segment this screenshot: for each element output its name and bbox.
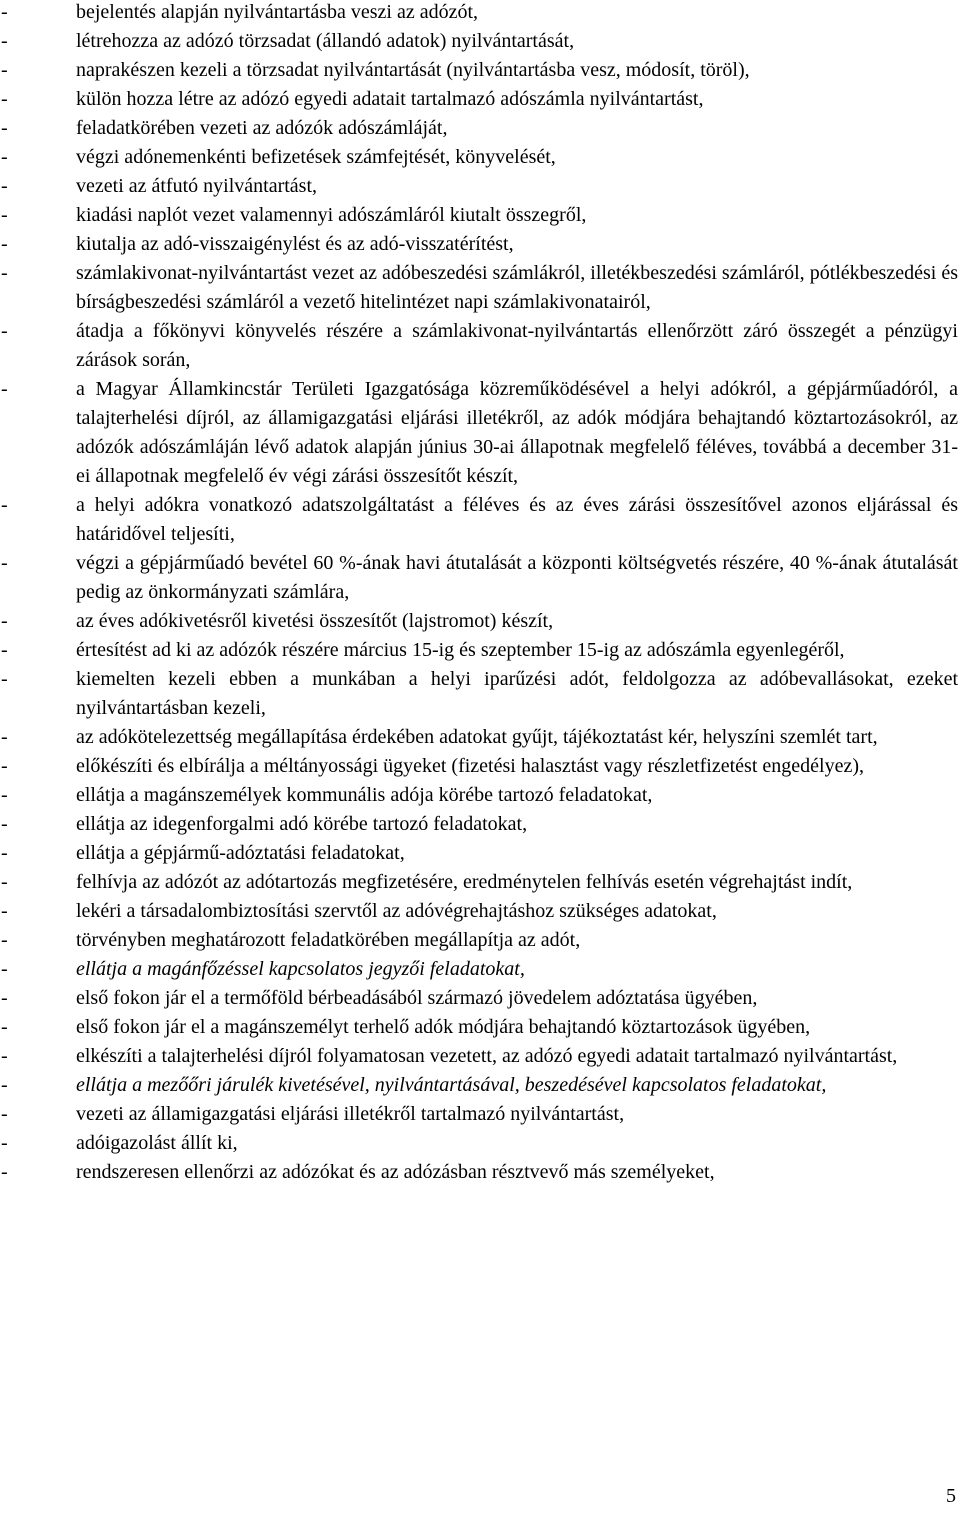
list-item [0, 172, 958, 201]
bullet-dash: - [1, 842, 8, 864]
list-item-text: az adókötelezettség megállapítása érdekében adatokat gyűjt, tájékoztatást kér, helyszíni szemlét tart, [76, 726, 878, 748]
list-item [0, 85, 958, 114]
list-item-text: adóigazolást állít ki, [76, 1132, 238, 1154]
bullet-dash: - [1, 900, 8, 922]
page-number: 5 [946, 1485, 956, 1507]
list-item [0, 781, 958, 810]
list-item [0, 549, 958, 607]
list-item [0, 926, 958, 955]
list-item-text: feladatkörében vezeti az adózók adószámláját, [76, 117, 448, 139]
list-item [0, 1071, 958, 1100]
list-item-text: átadja a főkönyvi könyvelés részére a számlakivonat-nyilvántartás ellenőrzött záró összegét a pénzügyi zárások során, [76, 320, 958, 371]
list-item-text: ellátja a gépjármű-adóztatási feladatokat, [76, 842, 405, 864]
bullet-dash: - [1, 958, 8, 980]
list-item [0, 1013, 958, 1042]
list-item-text: előkészíti és elbírálja a méltányossági ügyeket (fizetési halasztást vagy részletfizetést engedélyez), [76, 755, 864, 777]
list-item [0, 375, 958, 491]
bullet-dash: - [1, 146, 8, 168]
bullet-dash: - [1, 1103, 8, 1125]
list-item-text: külön hozza létre az adózó egyedi adatait tartalmazó adószámla nyilvántartást, [76, 88, 704, 110]
list-item-text: elkészíti a talajterhelési díjról folyamatosan vezetett, az adózó egyedi adatait tartalmazó nyilvántartást, [76, 1045, 898, 1067]
list-item [0, 230, 958, 259]
list-item [0, 27, 958, 56]
list-item-text: első fokon jár el a termőföld bérbeadásából származó jövedelem adóztatása ügyében, [76, 987, 758, 1009]
list-item-text: a helyi adókra vonatkozó adatszolgáltatást a féléves és az éves zárási összesítővel azonos eljárással és határidővel teljesíti, [76, 494, 958, 545]
list-item-text: felhívja az adózót az adótartozás megfizetésére, eredménytelen felhívás esetén végrehajtást indít, [76, 871, 853, 893]
bullet-dash: - [1, 813, 8, 835]
list-item-text: naprakészen kezeli a törzsadat nyilvántartását (nyilvántartásba vesz, módosít, töröl), [76, 59, 750, 81]
list-item-text: lekéri a társadalombiztosítási szervtől az adóvégrehajtáshoz szükséges adatokat, [76, 900, 717, 922]
bullet-dash: - [1, 204, 8, 226]
list-item [0, 955, 958, 984]
bullet-dash: - [1, 871, 8, 893]
list-item [0, 1042, 958, 1071]
bullet-dash: - [1, 320, 8, 342]
list-item-text: kiadási naplót vezet valamennyi adószámláról kiutalt összegről, [76, 204, 587, 226]
bullet-dash: - [1, 233, 8, 255]
list-item-text: kiemelten kezeli ebben a munkában a helyi iparűzési adót, feldolgozza az adóbevallásokat, ezeket nyilvántartásban kezeli, [76, 668, 958, 719]
bullet-dash: - [1, 30, 8, 52]
bullet-dash: - [1, 59, 8, 81]
list-item-text: első fokon jár el a magánszemélyt terhelő adók módjára behajtandó köztartozások ügyében, [76, 1016, 811, 1038]
list-item-text: a Magyar Államkincstár Területi Igazgatósága közreműködésével a helyi adókról, a gépjárműadóról, a talajterhelési díjról, az államigazgatási eljárási illetékről, az adók módjára behajtandó köztartozásokról, az adózók adószámláján lévő adatok alapján június 30-ai állapotnak megfelelő féléves, továbbá a december 31-ei állapotnak megfelelő év végi zárási összesítőt készít, [76, 378, 958, 487]
bullet-dash: - [1, 552, 8, 574]
bullet-dash: - [1, 610, 8, 632]
list-item [0, 1158, 958, 1187]
list-item-text: végzi adónemenkénti befizetések számfejtését, könyvelését, [76, 146, 556, 168]
list-item [0, 868, 958, 897]
list-item-text: ellátja a mezőőri járulék kivetésével, nyilvántartásával, beszedésével kapcsolatos feladatokat, [76, 1074, 827, 1096]
list-item-text: rendszeresen ellenőrzi az adózókat és az adózásban résztvevő más személyeket, [76, 1161, 715, 1183]
list-item [0, 143, 958, 172]
list-item-text: értesítést ad ki az adózók részére március 15-ig és szeptember 15-ig az adószámla egyenlegéről, [76, 639, 845, 661]
list-item [0, 491, 958, 549]
bullet-dash: - [1, 494, 8, 516]
bullet-dash: - [1, 1074, 8, 1096]
list-item [0, 259, 958, 317]
bullet-dash: - [1, 755, 8, 777]
bullet-dash: - [1, 639, 8, 661]
bullet-dash: - [1, 1016, 8, 1038]
list-item [0, 897, 958, 926]
bullet-dash: - [1, 262, 8, 284]
bullet-dash: - [1, 668, 8, 690]
list-item-text: vezeti az államigazgatási eljárási illetékről tartalmazó nyilvántartást, [76, 1103, 625, 1125]
list-item [0, 201, 958, 230]
list-item-text: kiutalja az adó-visszaigénylést és az adó-visszatérítést, [76, 233, 514, 255]
list-item [0, 636, 958, 665]
bullet-dash: - [1, 88, 8, 110]
list-item [0, 984, 958, 1013]
list-item-text: törvényben meghatározott feladatkörében megállapítja az adót, [76, 929, 581, 951]
bullet-dash: - [1, 1, 8, 23]
list-item-text: végzi a gépjárműadó bevétel 60 %-ának havi átutalását a központi költségvetés részére, 40 %-ának átutalását pedig az önkormányzati számlára, [76, 552, 958, 603]
bullet-dash: - [1, 929, 8, 951]
bullet-dash: - [1, 175, 8, 197]
list-item-text: vezeti az átfutó nyilvántartást, [76, 175, 318, 197]
bullet-dash: - [1, 784, 8, 806]
list-item-text: ellátja a magánszemélyek kommunális adója körébe tartozó feladatokat, [76, 784, 653, 806]
bullet-dash: - [1, 726, 8, 748]
list-item-text: számlakivonat-nyilvántartást vezet az adóbeszedési számlákról, illetékbeszedési számláról, pótlékbeszedési és bírságbeszedési számláról a vezető hitelintézet napi számlakivonatairól, [76, 262, 958, 313]
list-item [0, 607, 958, 636]
list-item [0, 752, 958, 781]
bullet-dash: - [1, 1132, 8, 1154]
list-item [0, 56, 958, 85]
bullet-dash: - [1, 1161, 8, 1183]
list-item [0, 1129, 958, 1158]
list-item [0, 665, 958, 723]
list-item [0, 1100, 958, 1129]
bullet-dash: - [1, 117, 8, 139]
list-item [0, 723, 958, 752]
list-item-text: az éves adókivetésről kivetési összesítőt (lajstromot) készít, [76, 610, 554, 632]
list-item-text: ellátja az idegenforgalmi adó körébe tartozó feladatokat, [76, 813, 528, 835]
list-item [0, 0, 958, 27]
bullet-dash: - [1, 378, 8, 400]
list-item-text: létrehozza az adózó törzsadat (állandó adatok) nyilvántartását, [76, 30, 575, 52]
bullet-dash: - [1, 987, 8, 1009]
bullet-dash: - [1, 1045, 8, 1067]
list-item-text: ellátja a magánfőzéssel kapcsolatos jegyzői feladatokat, [76, 958, 525, 980]
list-item [0, 839, 958, 868]
list-item [0, 810, 958, 839]
list-item [0, 317, 958, 375]
list-item-text: bejelentés alapján nyilvántartásba veszi az adózót, [76, 1, 479, 23]
list-item [0, 114, 958, 143]
